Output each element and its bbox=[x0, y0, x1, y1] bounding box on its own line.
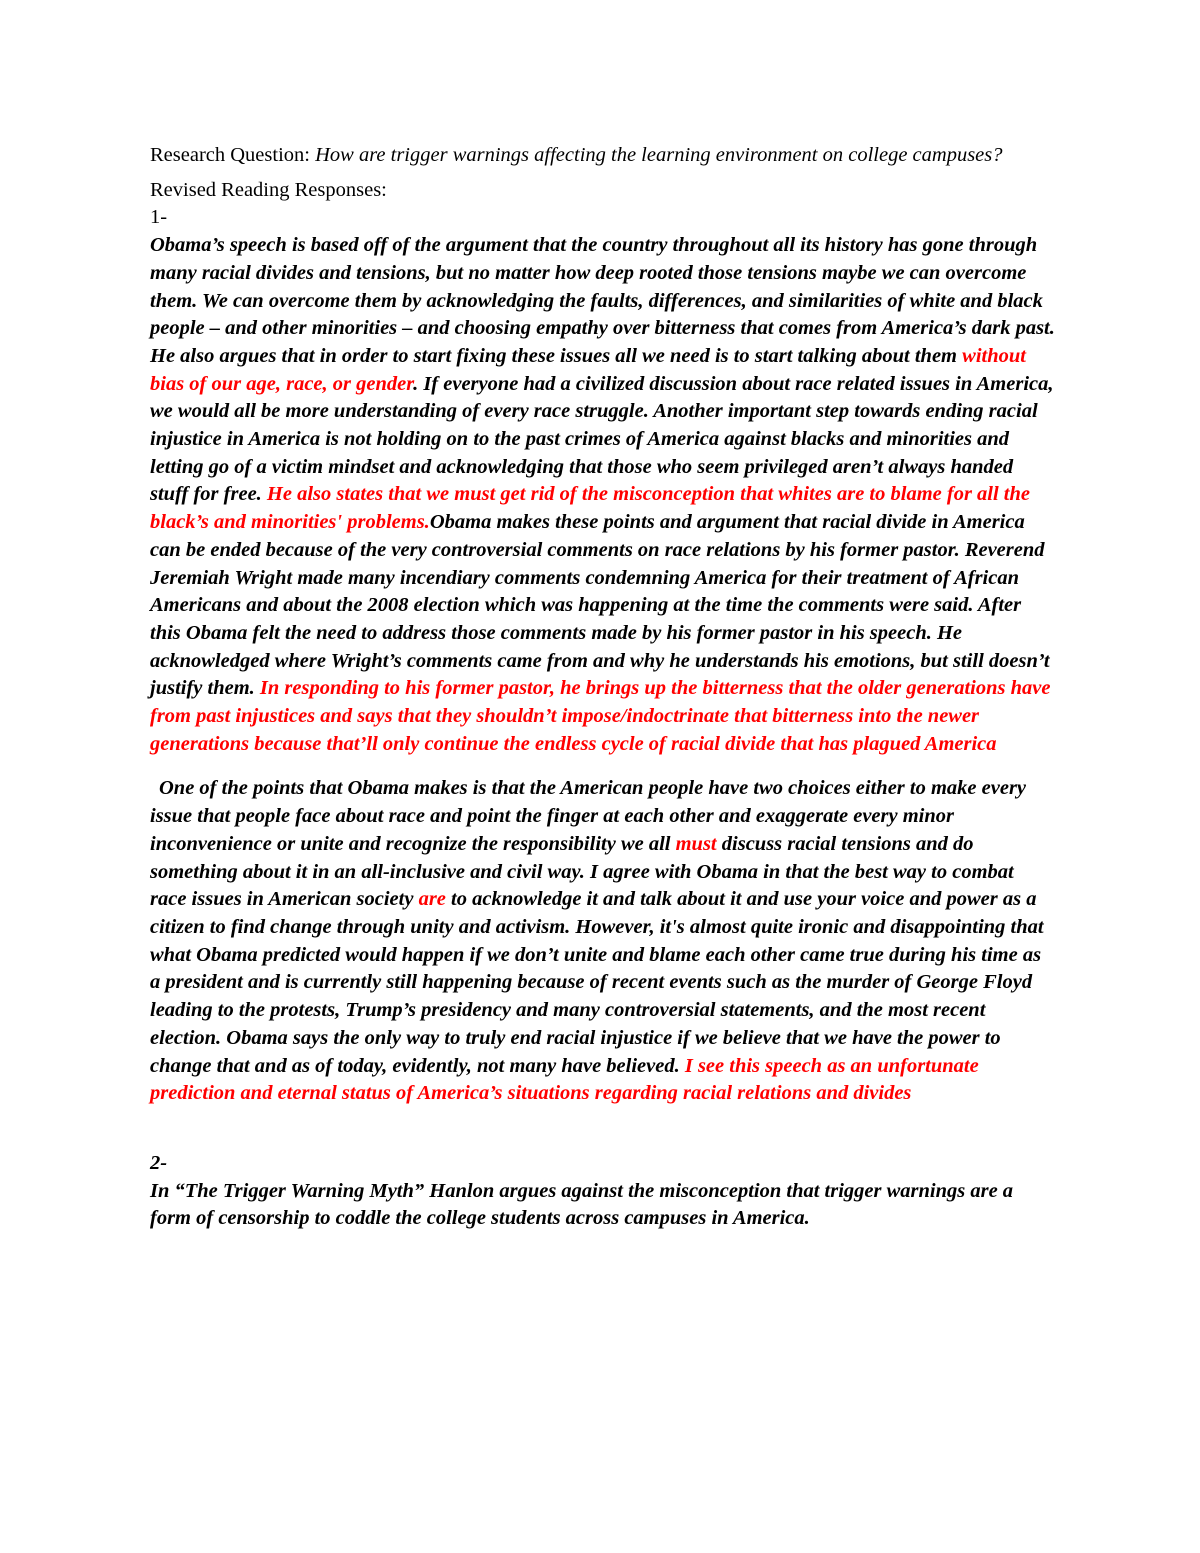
paragraph-text: Obama makes these points and argument that racial divide in America can be ended because of the very controversial comments on race relations by his former pastor. Reverend Jeremiah Wright made many incendiary comments condemning America for their treatment of African Americans and about the 2008 election which was happening at the time the comments were said. After this Obama felt the need to address those comments made by his former pastor in his speech. He acknowledged where Wright’s comments came from and why he understands his emotions, but still doesn’t justify them. bbox=[150, 511, 1050, 700]
highlighted-revision-text: must bbox=[675, 832, 717, 855]
response-1-paragraph-2 bbox=[150, 775, 1055, 1107]
research-question bbox=[150, 142, 1055, 170]
highlighted-revision-text: He also states that we must get rid of the misconception that whites are to blame for all the black’s and minorities' problems. bbox=[150, 483, 1031, 534]
paragraph-text: to acknowledge it and talk about it and use your voice and power as a citizen to find change through unity and activism. However, it's almost quite ironic and disappointing that what Obama predicted would happen if we don’t unite and blame each other came true during his time as a president and is currently still happening because of recent events such as the murder of George Floyd leading to the protests, Trump’s presidency and many controversial statements, and the most recent election. Obama says the only way to truly end racial injustice if we believe that we have the power to change that and as of today, evidently, not many have believed. bbox=[150, 888, 1044, 1077]
response-1-paragraph-1 bbox=[150, 232, 1055, 758]
highlighted-revision-text: In responding to his former pastor, he brings up the bitterness that the older generations have from past injustices and says that they shouldn’t impose/indoctrinate that bitterness into the newer generations because that’ll only continue the endless cycle of racial divide that has plagued America bbox=[150, 677, 1051, 755]
research-question-label: Research Question: bbox=[150, 144, 310, 166]
paragraph-text: . If everyone had a civilized discussion about race related issues in America, we would all be more understanding of every race struggle. Another important step towards ending racial injustice in America is not holding on to the past crimes of America against blacks and minorities and letting go of a victim mindset and acknowledging that those who seem privileged aren’t always handed stuff for free. bbox=[150, 372, 1054, 506]
paragraph-text: discuss racial tensions and do something about it in an all-inclusive and civil way. I agree with Obama in that the best way to combat race issues in American society bbox=[150, 832, 1014, 911]
paragraph-spacer bbox=[150, 758, 1055, 775]
highlighted-revision-text: I see this speech as an unfortunate prediction and eternal status of America’s situations regarding racial relations and divides bbox=[150, 1054, 979, 1105]
paragraph-text: One of the points that Obama makes is that the American people have two choices either to make every issue that people face about race and point the finger at each other and exaggerate every minor inconvenience or unite and recognize the responsibility we all bbox=[150, 777, 1027, 855]
section-spacer bbox=[150, 1108, 1055, 1150]
response-2-number: 2- bbox=[150, 1151, 168, 1174]
paragraph-text: Obama’s speech is based off of the argument that the country throughout all its history has gone through many racial divides and tensions, but no matter how deep rooted those tensions maybe we can overcome them. We can overcome them by acknowledging the faults, differences, and similarities of white and black people – and other minorities – and choosing empathy over bitterness that comes from America’s dark past. He also argues that in order to start fixing these issues all we need is to start talking about them bbox=[150, 234, 1055, 367]
document-body bbox=[150, 142, 1055, 1233]
response-2-paragraph-1: In “The Trigger Warning Myth” Hanlon argues against the misconception that trigger warnings are a form of censorship to coddle the college students across campuses in America. bbox=[150, 1179, 1014, 1230]
research-question-text: How are trigger warnings affecting the learning environment on college campuses? bbox=[315, 144, 1003, 166]
highlighted-revision-text: without bias of our age, race, or gender bbox=[150, 344, 1026, 395]
response-1-number: 1- bbox=[150, 206, 168, 229]
highlighted-revision-text: are bbox=[418, 888, 446, 911]
revised-responses-heading: Revised Reading Responses: bbox=[150, 178, 387, 201]
